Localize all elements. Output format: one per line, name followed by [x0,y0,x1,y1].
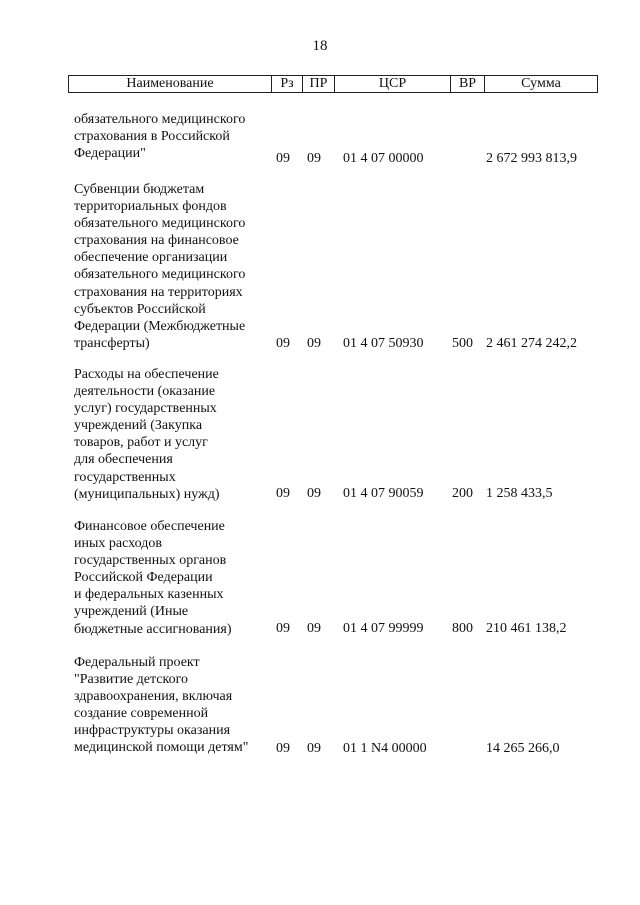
row-sum: 2 672 993 813,9 [486,150,577,166]
row-vr: 200 [452,485,473,501]
row-rz: 09 [276,485,290,501]
row-name: Субвенции бюджетам территориальных фондов обязательного медицинского страхования на финансовое обеспечение организации обязательного медицинского страхования на территориях субъектов Российской Федерации (Межбюджетные трансферты) [74,182,246,351]
table-row [0,181,640,352]
row-rz: 09 [276,335,290,351]
row-pr: 09 [307,620,321,636]
row-rz: 09 [276,620,290,636]
row-vr: 800 [452,620,473,636]
row-csr: 01 1 N4 00000 [343,740,427,756]
row-name: Федеральный проект "Развитие детского здравоохранения, включая создание современной инфраструктуры оказания медицинской помощи детям" [74,655,249,756]
row-vr: 500 [452,335,473,351]
header-pr: ПР [303,76,335,92]
row-csr: 01 4 07 00000 [343,150,424,166]
header-sum: Сумма [521,76,561,91]
row-pr: 09 [307,740,321,756]
row-sum: 2 461 274 242,2 [486,335,577,351]
header-vr: ВР [451,76,485,92]
row-pr: 09 [307,485,321,501]
header-name: Наименование [69,76,272,92]
row-sum: 210 461 138,2 [486,620,567,636]
table-row [0,654,640,757]
row-name: Расходы на обеспечение деятельности (оказание услуг) государственных учреждений (Закупка товаров, работ и услуг для обеспечения государственных (муниципальных) нужд) [74,367,220,502]
row-name: обязательного медицинского страхования в Российской Федерации" [74,112,246,162]
table-header [68,75,598,93]
table-row [0,366,640,502]
row-pr: 09 [307,335,321,351]
row-csr: 01 4 07 99999 [343,620,424,636]
table-row [0,518,640,637]
row-rz: 09 [276,740,290,756]
row-csr: 01 4 07 90059 [343,485,424,501]
row-rz: 09 [276,150,290,166]
row-name: Финансовое обеспечение иных расходов государственных органов Российской Федерации и федеральных казенных учреждений (Иные бюджетные ассигнования) [74,519,232,637]
header-csr: ЦСР [335,76,451,92]
row-sum: 14 265 266,0 [486,740,560,756]
header-rz: Рз [272,76,303,92]
row-sum: 1 258 433,5 [486,485,553,501]
table-row [0,111,640,167]
row-pr: 09 [307,150,321,166]
row-csr: 01 4 07 50930 [343,335,424,351]
page-number: 18 [312,38,328,54]
